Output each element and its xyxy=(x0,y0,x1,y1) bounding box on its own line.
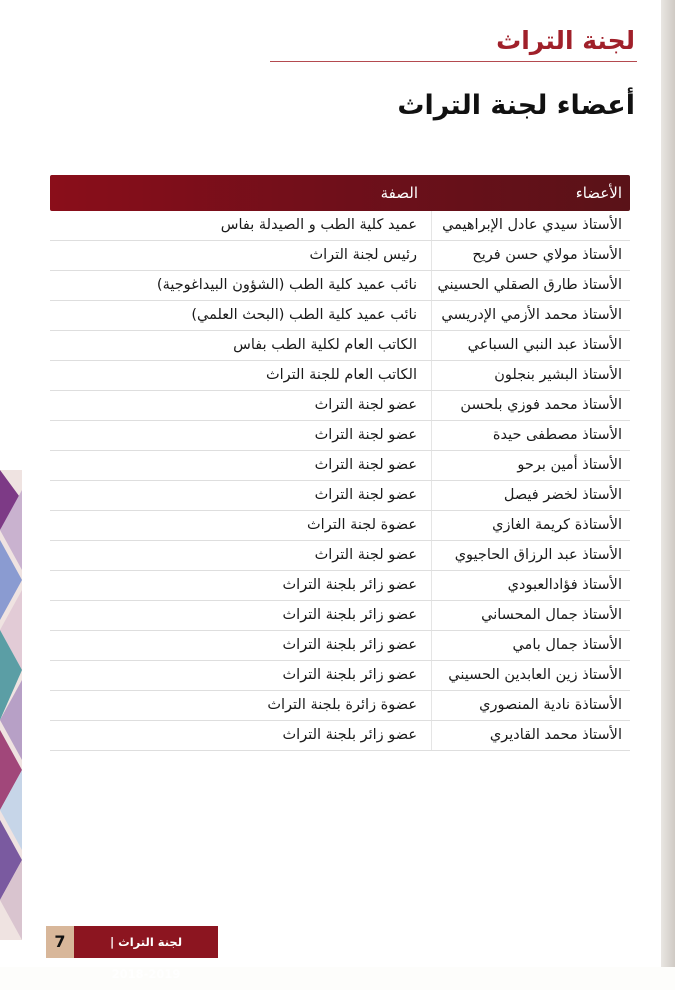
table-row xyxy=(50,631,630,661)
table-header xyxy=(50,175,630,211)
member-role: عضوة زائرة بلجنة التراث xyxy=(50,691,432,720)
member-role: الكاتب العام لكلية الطب بفاس xyxy=(50,331,432,360)
page-title: أعضاء لجنة التراث xyxy=(397,90,635,121)
member-role: عضو لجنة التراث xyxy=(50,391,432,420)
member-role: عضو لجنة التراث xyxy=(50,481,432,510)
member-role: عضو زائر بلجنة التراث xyxy=(50,631,432,660)
table-row xyxy=(50,601,630,631)
member-name: الأستاذة نادية المنصوري xyxy=(479,697,622,713)
column-header-role: الصفة xyxy=(380,184,418,202)
table-row xyxy=(50,211,630,241)
member-name: الأستاذ سيدي عادل الإبراهيمي xyxy=(442,217,622,233)
page-number: 7 xyxy=(46,926,74,958)
table-body xyxy=(50,211,630,751)
member-role: عميد كلية الطب و الصيدلة بفاس xyxy=(50,211,432,240)
member-name: الأستاذ لخضر فيصل xyxy=(503,487,622,503)
member-name: الأستاذ أمين برحو xyxy=(517,457,622,473)
member-role: نائب عميد كلية الطب (الشؤون البيداغوجية) xyxy=(50,271,432,300)
table-row xyxy=(50,361,630,391)
member-name: الأستاذ محمد القاديري xyxy=(489,727,622,743)
table-row xyxy=(50,271,630,301)
member-name: الأستاذ عبد الرزاق الحاجيوي xyxy=(454,547,622,563)
member-role: نائب عميد كلية الطب (البحث العلمي) xyxy=(50,301,432,330)
section-title: لجنة التراث xyxy=(496,26,635,55)
member-name: الأستاذ مولاي حسن فريح xyxy=(472,247,622,263)
member-role: عضو لجنة التراث xyxy=(50,421,432,450)
members-table xyxy=(50,175,630,751)
footer-band xyxy=(74,926,218,981)
member-role: عضو زائر بلجنة التراث xyxy=(50,601,432,630)
member-role: عضو لجنة التراث xyxy=(50,541,432,570)
table-row xyxy=(50,691,630,721)
footer-years: 2018-2019 xyxy=(111,967,181,981)
member-name: الأستاذ جمال المحساني xyxy=(481,607,622,623)
member-role: عضو لجنة التراث xyxy=(50,451,432,480)
table-row xyxy=(50,331,630,361)
member-role: عضو زائر بلجنة التراث xyxy=(50,721,432,750)
table-row xyxy=(50,391,630,421)
table-row xyxy=(50,721,630,751)
footer-separator: | xyxy=(109,935,115,949)
column-header-members: الأعضاء xyxy=(575,184,622,202)
table-row xyxy=(50,541,630,571)
table-row xyxy=(50,661,630,691)
member-name: الأستاذة كريمة الغازي xyxy=(492,517,622,533)
table-row xyxy=(50,481,630,511)
decorative-pattern-strip xyxy=(0,470,22,940)
member-role: رئيس لجنة التراث xyxy=(50,241,432,270)
page-footer xyxy=(46,926,218,981)
member-name: الأستاذ مصطفى حيدة xyxy=(492,427,622,443)
table-row xyxy=(50,571,630,601)
member-name: الأستاذ طارق الصقلي الحسيني xyxy=(437,277,622,293)
table-row xyxy=(50,241,630,271)
member-name: الأستاذ عبد النبي السباعي xyxy=(467,337,622,353)
member-name: الأستاذ زين العابدين الحسيني xyxy=(448,667,622,683)
section-divider xyxy=(270,61,637,62)
member-name: الأستاذ البشير بنجلون xyxy=(494,367,622,383)
table-row xyxy=(50,511,630,541)
table-row xyxy=(50,301,630,331)
member-name: الأستاذ محمد فوزي بلحسن xyxy=(460,397,622,413)
footer-committee: لجنة التراث xyxy=(118,935,183,949)
member-name: الأستاذ فؤادالعبودي xyxy=(507,577,622,593)
page-binding-edge xyxy=(661,0,675,967)
member-role: عضوة لجنة التراث xyxy=(50,511,432,540)
member-role: عضو زائر بلجنة التراث xyxy=(50,571,432,600)
member-role: عضو زائر بلجنة التراث xyxy=(50,661,432,690)
member-role: الكاتب العام للجنة التراث xyxy=(50,361,432,390)
table-row xyxy=(50,451,630,481)
member-name: الأستاذ محمد الأزمي الإدريسي xyxy=(441,307,622,323)
member-name: الأستاذ جمال بامي xyxy=(512,637,622,653)
table-row xyxy=(50,421,630,451)
